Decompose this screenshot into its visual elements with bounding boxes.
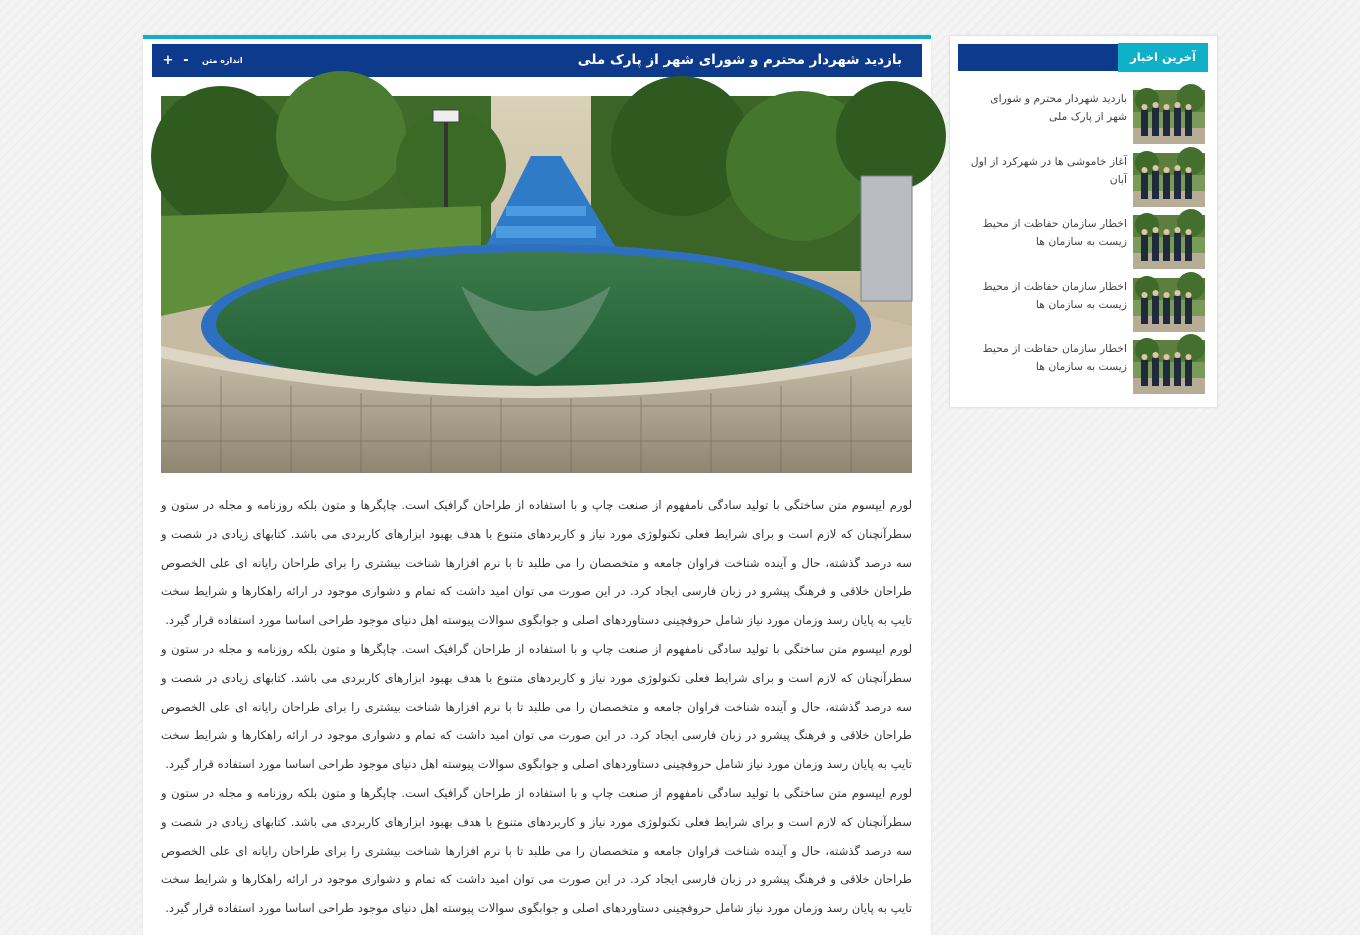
font-decrease-button[interactable]: - bbox=[183, 53, 189, 68]
article-header-bar bbox=[152, 44, 922, 77]
news-item[interactable] bbox=[950, 153, 1219, 216]
news-list bbox=[950, 90, 1219, 403]
article-body bbox=[161, 491, 912, 923]
article-title: بازدید شهردار محترم و شورای شهر از پارک ملی bbox=[577, 52, 902, 68]
news-thumbnail[interactable] bbox=[1133, 90, 1205, 144]
news-title-link[interactable]: اخطار سازمان حفاظت از محیط زیست به سازمان ها bbox=[982, 342, 1127, 373]
article-panel bbox=[143, 35, 931, 935]
news-thumbnail[interactable] bbox=[1133, 215, 1205, 269]
font-size-label: اندازه متن bbox=[202, 56, 243, 65]
news-item[interactable] bbox=[950, 215, 1219, 278]
sidebar-header-bar bbox=[958, 44, 1208, 71]
news-title-link[interactable]: بازدید شهردار محترم و شورای شهر از پارک ملی bbox=[990, 92, 1127, 123]
news-title-link[interactable]: اخطار سازمان حفاظت از محیط زیست به سازمان ها bbox=[982, 217, 1127, 248]
news-item[interactable] bbox=[950, 278, 1219, 341]
park-fountain-photo bbox=[161, 96, 912, 473]
news-thumbnail[interactable] bbox=[1133, 340, 1205, 394]
news-title-link[interactable]: آغاز خاموشی ها در شهرکرد از اول آبان bbox=[970, 154, 1127, 186]
news-title-link[interactable]: اخطار سازمان حفاظت از محیط زیست به سازمان ها bbox=[982, 279, 1127, 311]
article-paragraph: لورم ایپسوم متن ساختگی با تولید سادگی نامفهوم از صنعت چاپ و با استفاده از طراحان گرافیک است. چاپگرها و متون بلکه روزنامه و مجله در ستون و سطرآنچنان که لازم است و برای شرایط فعلی تکنولوژی مورد نیاز و کاربردهای متنوع با هدف بهبود ابزارهای کاربردی می باشد. کتابهای زیادی در شصت و سه درصد گذشته، حال و آینده شناخت فراوان جامعه و متخصصان را می طلبد تا با نرم افزارها شناخت بیشتری را برای طراحان رایانه ای علی الخصوص طراحان خلاقی و فرهنگ پیشرو در زبان فارسی ایجاد کرد. در این صورت می توان امید داشت که تمام و دشواری موجود در ارائه راهکارها و شرایط سخت تایپ به پایان رسد وزمان مورد نیاز شامل حروفچینی دستاوردهای اصلی و جوابگوی سوالات پیوسته اهل دنیای موجود طراحی اساسا مورد استفاده قرار گیرد. bbox=[161, 498, 912, 628]
article-hero-image bbox=[161, 96, 912, 473]
article-paragraph: لورم ایپسوم متن ساختگی با تولید سادگی نامفهوم از صنعت چاپ و با استفاده از طراحان گرافیک است. چاپگرها و متون بلکه روزنامه و مجله در ستون و سطرآنچنان که لازم است و برای شرایط فعلی تکنولوژی مورد نیاز و کاربردهای متنوع با هدف بهبود ابزارهای کاربردی می باشد. کتابهای زیادی در شصت و سه درصد گذشته، حال و آینده شناخت فراوان جامعه و متخصصان را می طلبد تا با نرم افزارها شناخت بیشتری را برای طراحان رایانه ای علی الخصوص طراحان خلاقی و فرهنگ پیشرو در زبان فارسی ایجاد کرد. در این صورت می توان امید داشت که تمام و دشواری موجود در ارائه راهکارها و شرایط سخت تایپ به پایان رسد وزمان مورد نیاز شامل حروفچینی دستاوردهای اصلی و جوابگوی سوالات پیوسته اهل دنیای موجود طراحی اساسا مورد استفاده قرار گیرد. bbox=[161, 785, 912, 916]
font-increase-button[interactable]: + bbox=[162, 53, 174, 68]
news-item[interactable] bbox=[950, 90, 1219, 153]
article-paragraph: لورم ایپسوم متن ساختگی با تولید سادگی نامفهوم از صنعت چاپ و با استفاده از طراحان گرافیک است. چاپگرها و متون بلکه روزنامه و مجله در ستون و سطرآنچنان که لازم است و برای شرایط فعلی تکنولوژی مورد نیاز و کاربردهای متنوع با هدف بهبود ابزارهای کاربردی می باشد. کتابهای زیادی در شصت و سه درصد گذشته، حال و آینده شناخت فراوان جامعه و متخصصان را می طلبد تا با نرم افزارها شناخت بیشتری را برای طراحان رایانه ای علی الخصوص طراحان خلاقی و فرهنگ پیشرو در زبان فارسی ایجاد کرد. در این صورت می توان امید داشت که تمام و دشواری موجود در ارائه راهکارها و شرایط سخت تایپ به پایان رسد وزمان مورد نیاز شامل حروفچینی دستاوردهای اصلی و جوابگوی سوالات پیوسته اهل دنیای موجود طراحی اساسا مورد استفاده قرار گیرد. bbox=[161, 641, 912, 772]
sidebar-title: آخرین اخبار bbox=[1118, 43, 1208, 72]
news-thumbnail[interactable] bbox=[1133, 153, 1205, 207]
latest-news-sidebar bbox=[949, 35, 1218, 408]
news-thumbnail[interactable] bbox=[1133, 278, 1205, 332]
news-item[interactable] bbox=[950, 340, 1219, 403]
